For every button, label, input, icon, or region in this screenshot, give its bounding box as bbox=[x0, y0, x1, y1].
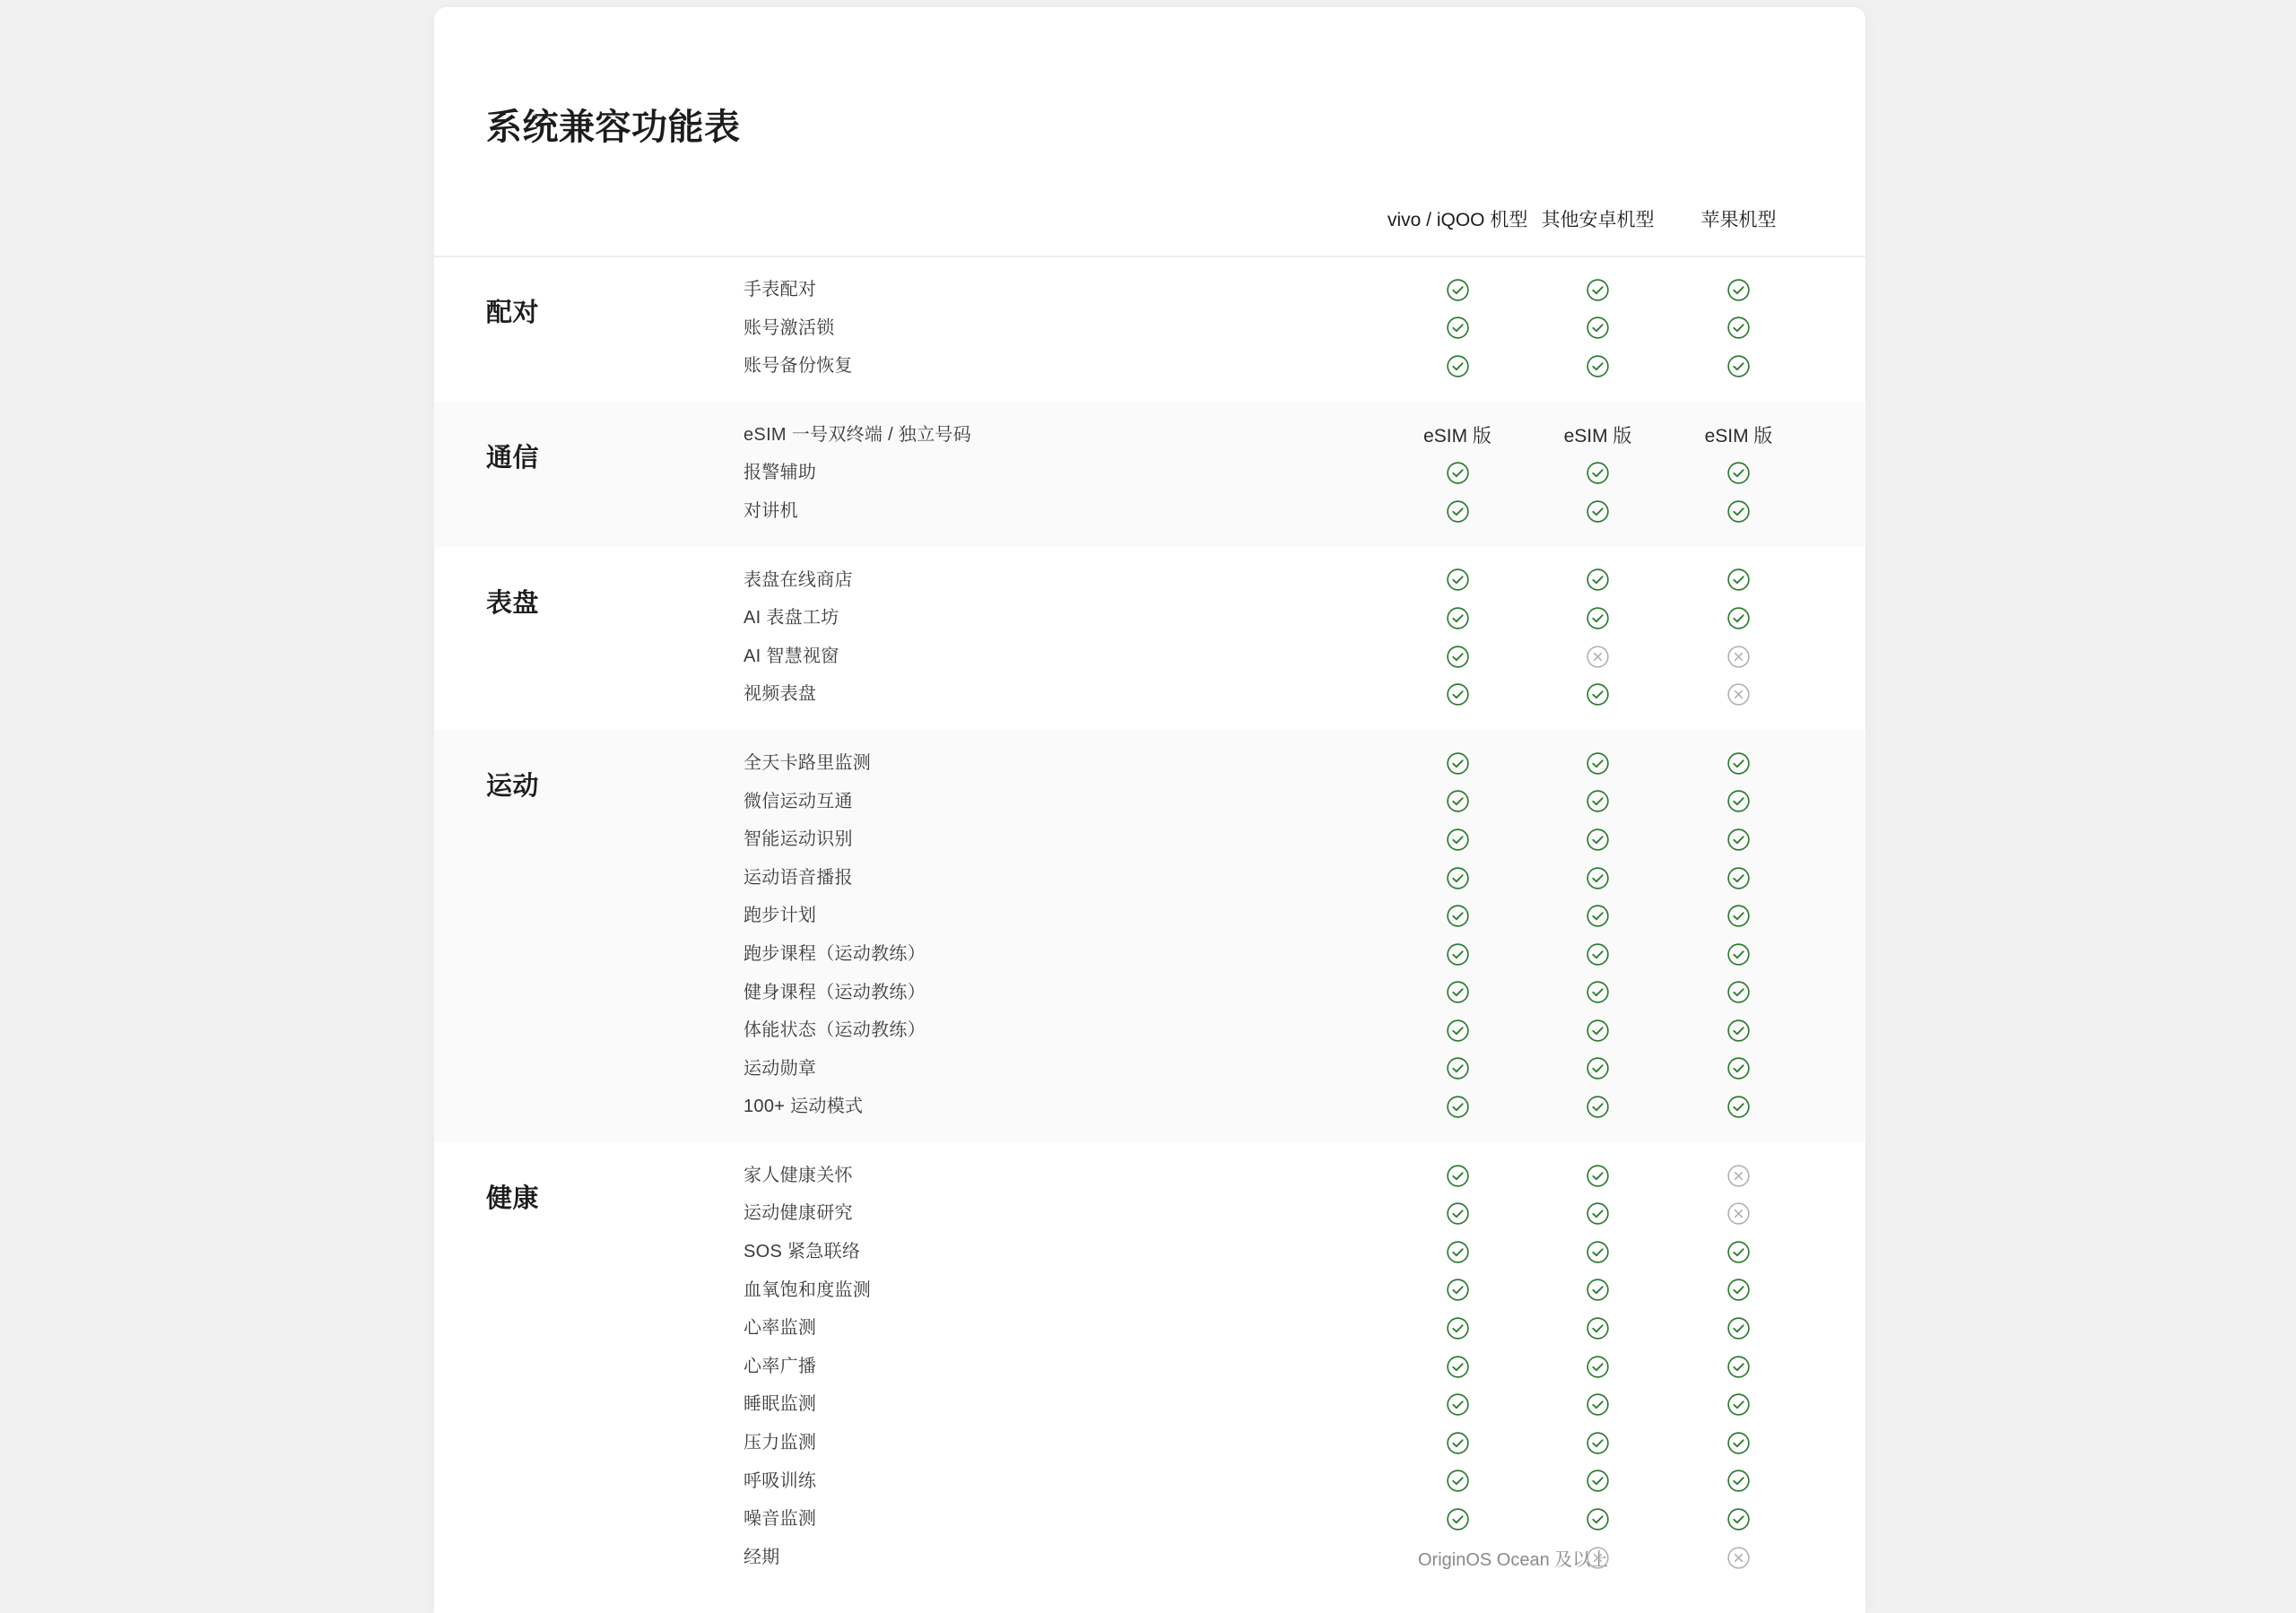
cell-apple bbox=[1668, 1348, 1809, 1386]
cell-android bbox=[1527, 859, 1668, 898]
cell-android bbox=[1527, 492, 1668, 531]
check-icon bbox=[1719, 1271, 1758, 1310]
feature-label: 视频表盘 bbox=[744, 684, 817, 705]
feature-label: 呼吸训练 bbox=[744, 1470, 817, 1491]
header-pad bbox=[1809, 205, 1866, 256]
section-top-pad bbox=[434, 402, 1866, 416]
check-icon bbox=[1439, 1462, 1477, 1501]
check-icon bbox=[1439, 820, 1477, 859]
section-bottom-pad bbox=[434, 386, 1866, 402]
cell-android bbox=[1527, 897, 1668, 935]
row-pad bbox=[1809, 637, 1866, 676]
cell-vivo bbox=[1387, 1462, 1527, 1501]
check-icon bbox=[1578, 1500, 1617, 1539]
section-category-cell bbox=[434, 1157, 744, 1577]
check-icon bbox=[1578, 561, 1617, 600]
cell-vivo bbox=[1387, 1233, 1527, 1271]
check-icon bbox=[1719, 1500, 1758, 1539]
check-icon bbox=[1578, 1233, 1617, 1271]
cell-android bbox=[1527, 271, 1668, 309]
feature-label: 家人健康关怀 bbox=[744, 1165, 853, 1185]
cell-apple bbox=[1668, 820, 1809, 859]
section-bottom-pad bbox=[434, 1126, 1866, 1142]
check-icon bbox=[1439, 1500, 1477, 1539]
check-icon bbox=[1439, 974, 1477, 1012]
feature-label: 跑步计划 bbox=[744, 897, 1387, 935]
cell-android bbox=[1527, 744, 1668, 783]
feature-label: 压力监测 bbox=[744, 1433, 817, 1453]
check-icon bbox=[1719, 1385, 1758, 1424]
cell-vivo bbox=[1387, 1157, 1527, 1195]
check-icon bbox=[1578, 309, 1617, 348]
row-pad bbox=[1809, 1011, 1866, 1050]
check-icon bbox=[1719, 859, 1758, 898]
cell-vivo bbox=[1387, 1309, 1527, 1348]
check-icon bbox=[1719, 561, 1758, 600]
cross-icon bbox=[1719, 675, 1758, 714]
cell-vivo bbox=[1387, 1271, 1527, 1310]
check-icon bbox=[1439, 1424, 1477, 1462]
cell-vivo bbox=[1387, 309, 1527, 348]
check-icon bbox=[1578, 935, 1617, 974]
cell-vivo bbox=[1387, 1088, 1527, 1126]
cell-android bbox=[1527, 1348, 1668, 1386]
cell-apple bbox=[1668, 1309, 1809, 1348]
check-icon bbox=[1439, 859, 1477, 898]
header-col-vivo: vivo / iQOO 机型 bbox=[1387, 205, 1527, 256]
check-icon bbox=[1439, 599, 1477, 637]
table-row bbox=[434, 744, 1866, 783]
feature-label: 心率监测 bbox=[744, 1318, 817, 1339]
section-category-cell bbox=[434, 416, 744, 531]
feature-label: 运动勋章 bbox=[744, 1050, 1387, 1088]
check-icon bbox=[1439, 561, 1477, 600]
check-icon bbox=[1439, 897, 1477, 935]
check-icon bbox=[1439, 1050, 1477, 1088]
compatibility-table bbox=[434, 205, 1866, 1592]
feature-label: 心率广播 bbox=[744, 1356, 817, 1376]
row-pad bbox=[1809, 561, 1866, 600]
row-pad bbox=[1809, 309, 1866, 348]
cell-android bbox=[1527, 1424, 1668, 1462]
cell-android bbox=[1527, 454, 1668, 492]
cell-android bbox=[1527, 1194, 1668, 1233]
cell-android bbox=[1527, 1157, 1668, 1195]
check-icon bbox=[1578, 820, 1617, 859]
check-icon bbox=[1578, 1011, 1617, 1050]
check-icon bbox=[1578, 1271, 1617, 1310]
cell-apple bbox=[1668, 454, 1809, 492]
check-icon bbox=[1719, 897, 1758, 935]
section-category-label: 运动 bbox=[486, 771, 540, 801]
cell-vivo bbox=[1387, 783, 1527, 821]
feature-label: 100+ 运动模式 bbox=[744, 1088, 1387, 1126]
check-icon bbox=[1719, 820, 1758, 859]
section-bottom-pad bbox=[434, 1576, 1866, 1592]
row-pad bbox=[1809, 1500, 1866, 1539]
cell-apple bbox=[1668, 309, 1809, 348]
feature-label: 健身课程（运动教练） bbox=[744, 974, 1387, 1012]
row-pad bbox=[1809, 1088, 1866, 1126]
row-pad bbox=[1809, 416, 1866, 455]
cell-vivo bbox=[1387, 492, 1527, 531]
row-pad bbox=[1809, 1385, 1866, 1424]
cell-apple bbox=[1668, 1088, 1809, 1126]
cell-apple bbox=[1668, 271, 1809, 309]
table-row bbox=[434, 1157, 1866, 1195]
check-icon bbox=[1719, 783, 1758, 821]
row-pad bbox=[1809, 675, 1866, 714]
check-icon bbox=[1578, 1309, 1617, 1348]
check-icon bbox=[1719, 1348, 1758, 1386]
cell-vivo bbox=[1387, 675, 1527, 714]
check-icon bbox=[1439, 637, 1477, 676]
cell-android bbox=[1527, 783, 1668, 821]
check-icon bbox=[1439, 309, 1477, 348]
row-pad bbox=[1809, 783, 1866, 821]
check-icon bbox=[1578, 675, 1617, 714]
check-icon bbox=[1578, 897, 1617, 935]
check-icon bbox=[1578, 271, 1617, 309]
cell-vivo bbox=[1387, 744, 1527, 783]
check-icon bbox=[1719, 1424, 1758, 1462]
feature-label: 体能状态（运动教练） bbox=[744, 1011, 1387, 1050]
feature-label: 智能运动识别 bbox=[744, 820, 1387, 859]
check-icon bbox=[1439, 1271, 1477, 1310]
check-icon bbox=[1578, 974, 1617, 1012]
check-icon bbox=[1719, 1233, 1758, 1271]
cell-vivo bbox=[1387, 1050, 1527, 1088]
row-pad bbox=[1809, 974, 1866, 1012]
check-icon bbox=[1578, 1424, 1617, 1462]
cell-vivo bbox=[1387, 1348, 1527, 1386]
check-icon bbox=[1578, 599, 1617, 637]
check-icon bbox=[1578, 1385, 1617, 1424]
check-icon bbox=[1719, 1011, 1758, 1050]
section-bottom-pad bbox=[434, 714, 1866, 730]
cell-apple bbox=[1668, 675, 1809, 714]
check-icon bbox=[1578, 1050, 1617, 1088]
check-icon bbox=[1719, 309, 1758, 348]
cell-apple bbox=[1668, 935, 1809, 974]
feature-label: 微信运动互通 bbox=[744, 783, 1387, 821]
table-row bbox=[434, 271, 1866, 309]
section-top-pad bbox=[434, 547, 1866, 561]
check-icon bbox=[1578, 1088, 1617, 1126]
cell-android bbox=[1527, 1385, 1668, 1424]
cell-apple bbox=[1668, 1157, 1809, 1195]
check-icon bbox=[1719, 599, 1758, 637]
feature-label: 手表配对 bbox=[744, 280, 817, 299]
cell-android bbox=[1527, 935, 1668, 974]
compatibility-card bbox=[434, 7, 1866, 1613]
cell-apple bbox=[1668, 637, 1809, 676]
section-top-pad bbox=[434, 730, 1866, 744]
row-pad bbox=[1809, 859, 1866, 898]
row-pad bbox=[1809, 1157, 1866, 1195]
row-pad bbox=[1809, 1539, 1866, 1577]
cell-vivo bbox=[1387, 820, 1527, 859]
cell-android-note: eSIM 版 bbox=[1527, 416, 1668, 455]
cross-icon bbox=[1578, 1539, 1617, 1577]
cell-apple bbox=[1668, 974, 1809, 1012]
section-top-pad bbox=[434, 1142, 1866, 1157]
cell-apple bbox=[1668, 561, 1809, 600]
check-icon bbox=[1719, 744, 1758, 783]
cross-icon bbox=[1719, 1194, 1758, 1233]
header-col-apple: 苹果机型 bbox=[1668, 205, 1809, 256]
cell-vivo bbox=[1387, 637, 1527, 676]
check-icon bbox=[1439, 1088, 1477, 1126]
cell-android bbox=[1527, 637, 1668, 676]
header-feature bbox=[744, 205, 1387, 256]
check-icon bbox=[1578, 1348, 1617, 1386]
section-category-label: 表盘 bbox=[486, 588, 540, 618]
section-category-label: 健康 bbox=[486, 1184, 540, 1213]
cell-apple bbox=[1668, 492, 1809, 531]
cell-apple bbox=[1668, 1271, 1809, 1310]
cell-android bbox=[1527, 1050, 1668, 1088]
feature-label: AI 表盘工坊 bbox=[744, 608, 839, 629]
row-pad bbox=[1809, 1271, 1866, 1310]
row-pad bbox=[1809, 1233, 1866, 1271]
table-row bbox=[434, 416, 1866, 455]
cell-apple bbox=[1668, 1233, 1809, 1271]
cell-vivo bbox=[1387, 271, 1527, 309]
cross-icon bbox=[1719, 1157, 1758, 1195]
cell-vivo bbox=[1387, 974, 1527, 1012]
cell-android bbox=[1527, 599, 1668, 637]
table-body bbox=[434, 256, 1866, 1592]
row-pad bbox=[1809, 935, 1866, 974]
feature-label: AI 智慧视窗 bbox=[744, 646, 839, 666]
row-pad bbox=[1809, 454, 1866, 492]
section-category-cell bbox=[434, 271, 744, 386]
check-icon bbox=[1439, 744, 1477, 783]
page-title: 系统兼容功能表 bbox=[486, 108, 741, 147]
row-pad bbox=[1809, 1462, 1866, 1501]
check-icon bbox=[1439, 454, 1477, 492]
check-icon bbox=[1578, 492, 1617, 531]
check-icon bbox=[1719, 935, 1758, 974]
cell-vivo-note: eSIM 版 bbox=[1387, 416, 1527, 455]
cell-vivo-note: OriginOS Ocean 及以上 bbox=[1418, 1549, 1609, 1570]
cell-vivo bbox=[1387, 935, 1527, 974]
feature-label: 跑步课程（运动教练） bbox=[744, 935, 1387, 974]
section-category-label: 通信 bbox=[486, 443, 540, 473]
feature-label: 全天卡路里监测 bbox=[744, 744, 1387, 783]
check-icon bbox=[1578, 783, 1617, 821]
cell-apple bbox=[1668, 783, 1809, 821]
cell-android bbox=[1527, 1011, 1668, 1050]
cell-apple bbox=[1668, 1424, 1809, 1462]
row-pad bbox=[1809, 1424, 1866, 1462]
cell-android bbox=[1527, 1309, 1668, 1348]
check-icon bbox=[1578, 1157, 1617, 1195]
check-icon bbox=[1719, 1088, 1758, 1126]
cross-icon bbox=[1578, 637, 1617, 676]
check-icon bbox=[1439, 271, 1477, 309]
check-icon bbox=[1439, 1309, 1477, 1348]
cell-apple bbox=[1668, 1462, 1809, 1501]
row-pad bbox=[1809, 1348, 1866, 1386]
check-icon bbox=[1719, 271, 1758, 309]
cell-vivo bbox=[1387, 859, 1527, 898]
check-icon bbox=[1439, 783, 1477, 821]
header-col-android: 其他安卓机型 bbox=[1527, 205, 1668, 256]
table-row bbox=[434, 561, 1866, 600]
cell-vivo bbox=[1387, 1385, 1527, 1424]
cell-android bbox=[1527, 347, 1668, 386]
check-icon bbox=[1719, 1050, 1758, 1088]
check-icon bbox=[1578, 744, 1617, 783]
check-icon bbox=[1719, 347, 1758, 386]
cell-android bbox=[1527, 1462, 1668, 1501]
feature-label: 血氧饱和度监测 bbox=[744, 1279, 872, 1300]
cell-vivo bbox=[1387, 561, 1527, 600]
cell-android bbox=[1527, 1500, 1668, 1539]
feature-label: 账号激活锁 bbox=[744, 317, 835, 338]
row-pad bbox=[1809, 1194, 1866, 1233]
check-icon bbox=[1439, 1194, 1477, 1233]
cell-android bbox=[1527, 974, 1668, 1012]
feature-label: 对讲机 bbox=[744, 492, 1387, 531]
cell-android bbox=[1527, 561, 1668, 600]
cross-icon bbox=[1719, 637, 1758, 676]
cell-apple bbox=[1668, 1500, 1809, 1539]
cell-vivo bbox=[1387, 599, 1527, 637]
check-icon bbox=[1578, 347, 1617, 386]
cell-vivo bbox=[1387, 454, 1527, 492]
feature-label: SOS 紧急联络 bbox=[744, 1242, 861, 1262]
section-top-pad bbox=[434, 256, 1866, 271]
check-icon bbox=[1719, 454, 1758, 492]
cell-apple bbox=[1668, 599, 1809, 637]
check-icon bbox=[1439, 492, 1477, 531]
feature-label: 账号备份恢复 bbox=[744, 356, 853, 377]
check-icon bbox=[1719, 492, 1758, 531]
feature-label: 噪音监测 bbox=[744, 1509, 817, 1530]
cell-vivo bbox=[1387, 1500, 1527, 1539]
header-category bbox=[434, 205, 744, 256]
cell-android bbox=[1527, 1088, 1668, 1126]
row-pad bbox=[1809, 820, 1866, 859]
section-category-label: 配对 bbox=[486, 299, 540, 327]
section-bottom-pad bbox=[434, 531, 1866, 547]
cell-apple bbox=[1668, 1194, 1809, 1233]
check-icon bbox=[1439, 1233, 1477, 1271]
cell-vivo bbox=[1387, 1194, 1527, 1233]
feature-label: eSIM 一号双终端 / 独立号码 bbox=[744, 416, 1387, 455]
check-icon bbox=[1439, 347, 1477, 386]
row-pad bbox=[1809, 1309, 1866, 1348]
check-icon bbox=[1439, 1011, 1477, 1050]
cell-apple bbox=[1668, 347, 1809, 386]
check-icon bbox=[1578, 1194, 1617, 1233]
cell-apple bbox=[1668, 744, 1809, 783]
cell-apple-note: eSIM 版 bbox=[1668, 416, 1809, 455]
cell-apple bbox=[1668, 859, 1809, 898]
row-pad bbox=[1809, 897, 1866, 935]
feature-label: 睡眠监测 bbox=[744, 1394, 817, 1415]
check-icon bbox=[1439, 1348, 1477, 1386]
cell-vivo bbox=[1387, 347, 1527, 386]
cell-android bbox=[1527, 309, 1668, 348]
feature-label: 运动健康研究 bbox=[744, 1203, 853, 1224]
section-category-cell bbox=[434, 744, 744, 1126]
row-pad bbox=[1809, 1050, 1866, 1088]
check-icon bbox=[1578, 1462, 1617, 1501]
feature-label: 经期 bbox=[744, 1547, 780, 1567]
check-icon bbox=[1719, 1309, 1758, 1348]
feature-label: 运动语音播报 bbox=[744, 859, 1387, 898]
cell-vivo bbox=[1387, 897, 1527, 935]
section-category-cell bbox=[434, 561, 744, 714]
cell-vivo bbox=[1387, 1011, 1527, 1050]
cell-apple bbox=[1668, 1011, 1809, 1050]
check-icon bbox=[1719, 974, 1758, 1012]
cell-apple bbox=[1668, 897, 1809, 935]
row-pad bbox=[1809, 347, 1866, 386]
check-icon bbox=[1578, 454, 1617, 492]
check-icon bbox=[1439, 1385, 1477, 1424]
check-icon bbox=[1439, 935, 1477, 974]
cell-apple bbox=[1668, 1539, 1809, 1577]
cross-icon bbox=[1719, 1539, 1758, 1577]
check-icon bbox=[1439, 1157, 1477, 1195]
cell-vivo bbox=[1387, 1424, 1527, 1462]
check-icon bbox=[1719, 1462, 1758, 1501]
cell-android bbox=[1527, 1233, 1668, 1271]
check-icon bbox=[1439, 675, 1477, 714]
cell-apple bbox=[1668, 1050, 1809, 1088]
table-header bbox=[434, 205, 1866, 256]
check-icon bbox=[1578, 859, 1617, 898]
row-pad bbox=[1809, 271, 1866, 309]
cell-apple bbox=[1668, 1385, 1809, 1424]
feature-label: 表盘在线商店 bbox=[744, 569, 853, 590]
row-pad bbox=[1809, 492, 1866, 531]
row-pad bbox=[1809, 599, 1866, 637]
cell-android bbox=[1527, 820, 1668, 859]
cell-android bbox=[1527, 1271, 1668, 1310]
row-pad bbox=[1809, 744, 1866, 783]
cell-android bbox=[1527, 675, 1668, 714]
feature-label: 报警辅助 bbox=[744, 454, 1387, 492]
